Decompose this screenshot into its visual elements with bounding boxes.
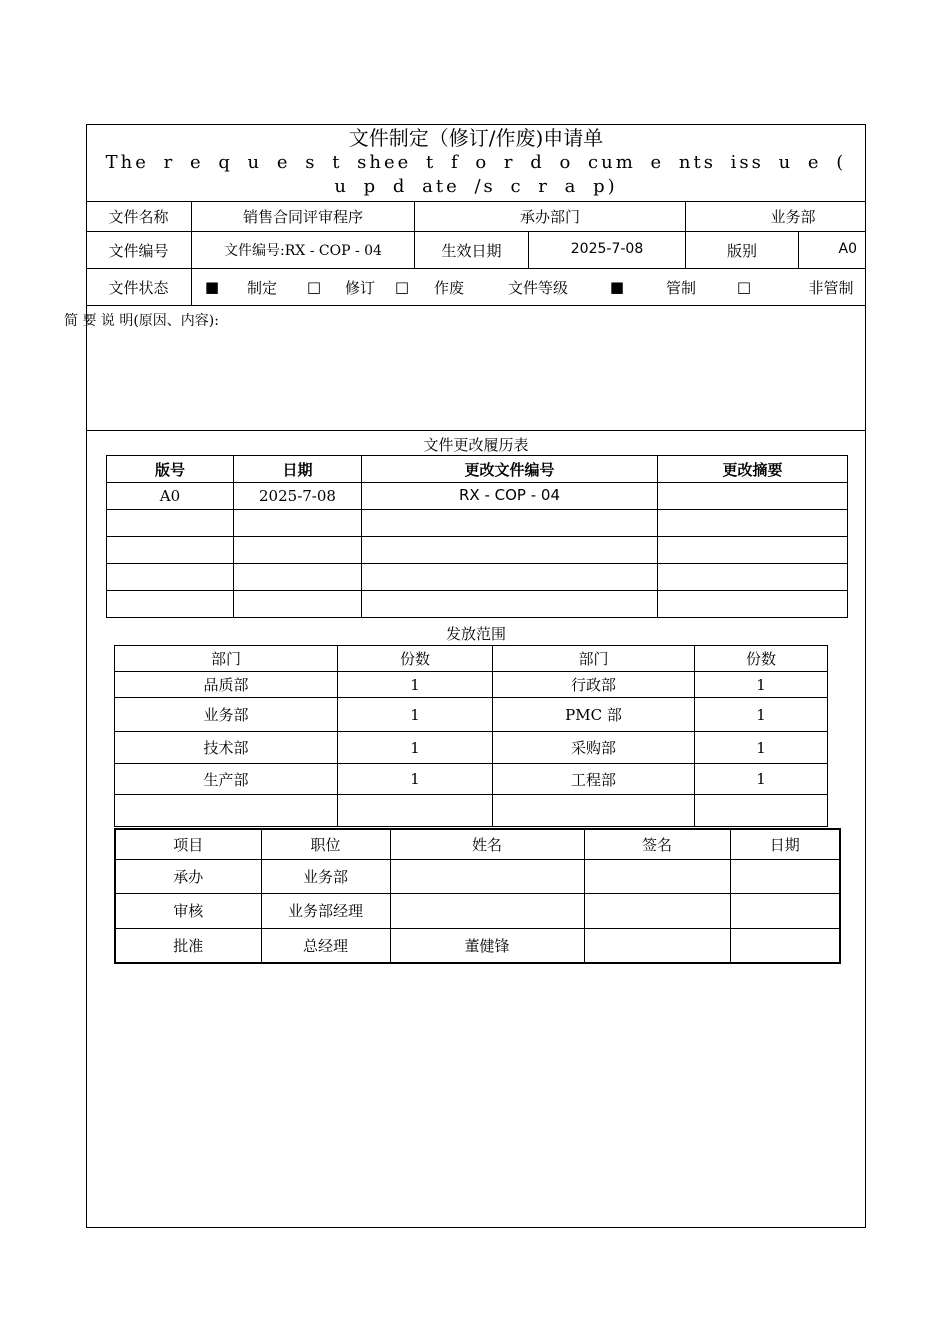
table-cell	[658, 537, 848, 564]
date-field[interactable]	[730, 928, 840, 963]
table-cell: 业务部	[115, 698, 338, 732]
history-table	[106, 455, 848, 618]
table-row	[107, 483, 848, 510]
table-row	[115, 795, 828, 827]
table-cell: 1	[338, 698, 493, 732]
checkbox-revise[interactable]: □	[306, 278, 322, 296]
checkbox-controlled[interactable]: ■	[609, 278, 625, 296]
table-cell	[115, 795, 338, 827]
level-controlled-label: 管制	[665, 278, 696, 297]
table-cell: RX - COP - 04	[362, 483, 658, 510]
table-row	[115, 859, 840, 893]
table-cell: 1	[338, 732, 493, 764]
doc-name-label: 文件名称	[108, 208, 169, 226]
table-cell	[362, 537, 658, 564]
table-row	[107, 564, 848, 591]
level-uncontrolled-label: 非管制	[808, 278, 854, 297]
status-void-label: 作废	[433, 278, 464, 297]
col-header-changed-doc-no: 更改文件编号	[362, 456, 658, 483]
table-cell	[362, 591, 658, 618]
table-row	[115, 732, 828, 764]
date-field[interactable]	[730, 893, 840, 928]
table-cell: 生产部	[115, 764, 338, 795]
table-cell	[234, 564, 362, 591]
table-cell: 1	[338, 672, 493, 698]
table-cell	[234, 510, 362, 537]
table-cell	[695, 795, 828, 827]
distribution-caption: 发放范围	[445, 625, 506, 643]
table-cell	[658, 483, 848, 510]
checkbox-made[interactable]: ■	[204, 278, 220, 296]
table-cell: 技术部	[115, 732, 338, 764]
status-revise-label: 修订	[344, 278, 375, 297]
table-cell: 工程部	[493, 764, 695, 795]
table-row	[115, 764, 828, 795]
table-row	[107, 510, 848, 537]
col-header-change-summary: 更改摘要	[658, 456, 848, 483]
doc-no-label: 文件编号	[108, 241, 169, 260]
status-made-label: 制定	[246, 278, 277, 297]
doc-name-value: 销售合同评审程序	[242, 208, 363, 226]
dept-label: 承办部门	[519, 208, 580, 226]
table-cell	[362, 564, 658, 591]
table-cell: 审核	[115, 893, 261, 928]
table-cell: 采购部	[493, 732, 695, 764]
table-cell: PMC 部	[493, 698, 695, 732]
col-header-copies: 份数	[338, 646, 493, 672]
checkbox-uncontrolled[interactable]: □	[736, 278, 752, 296]
signature-field[interactable]	[584, 893, 730, 928]
table-header-row	[115, 829, 840, 859]
table-cell: 1	[338, 764, 493, 795]
table-cell: 总经理	[261, 928, 390, 963]
status-label: 文件状态	[108, 278, 169, 297]
effective-date-value: 2025-7-08	[570, 241, 644, 257]
summary-label: 简 要 说 明(原因、内容):	[64, 313, 219, 329]
table-cell: 品质部	[115, 672, 338, 698]
version-label: 版别	[726, 241, 757, 260]
signature-field[interactable]	[584, 928, 730, 963]
table-cell: 1	[695, 698, 828, 732]
table-cell	[658, 591, 848, 618]
name-field[interactable]	[390, 859, 584, 893]
table-cell	[107, 564, 234, 591]
signature-field[interactable]	[584, 859, 730, 893]
table-row	[115, 698, 828, 732]
table-row	[115, 672, 828, 698]
level-label: 文件等级	[507, 278, 568, 297]
table-row	[107, 537, 848, 564]
table-cell: 承办	[115, 859, 261, 893]
table-row	[115, 893, 840, 928]
table-cell: 2025-7-08	[234, 483, 362, 510]
name-field[interactable]: 董健锋	[390, 928, 584, 963]
col-header-copies: 份数	[695, 646, 828, 672]
table-cell: 业务部经理	[261, 893, 390, 928]
col-header-version: 版号	[107, 456, 234, 483]
table-cell	[493, 795, 695, 827]
form-title-cn: 文件制定（修订/作废)申请单	[348, 126, 604, 150]
table-cell	[107, 591, 234, 618]
table-cell: 1	[695, 732, 828, 764]
form-title-en: The r e q u e s t shee t f o r d o cum e nts iss u e ( u p d ate /s c r a p)	[105, 152, 847, 197]
table-cell	[107, 510, 234, 537]
table-cell	[234, 591, 362, 618]
table-cell	[362, 510, 658, 537]
effective-date-label: 生效日期	[441, 241, 502, 260]
distribution-table	[114, 645, 828, 827]
name-field[interactable]	[390, 893, 584, 928]
table-cell: 行政部	[493, 672, 695, 698]
table-cell: A0	[107, 483, 234, 510]
col-header-name: 姓名	[390, 829, 584, 859]
approval-table	[114, 828, 841, 964]
doc-no-value: 文件编号:RX - COP - 04	[224, 243, 382, 259]
col-header-department: 部门	[493, 646, 695, 672]
col-header-signature: 签名	[584, 829, 730, 859]
history-caption: 文件更改履历表	[423, 436, 529, 454]
table-cell	[338, 795, 493, 827]
table-header-row	[115, 646, 828, 672]
table-cell: 1	[695, 764, 828, 795]
table-cell: 业务部	[261, 859, 390, 893]
version-value: A0	[838, 241, 857, 257]
table-cell: 1	[695, 672, 828, 698]
col-header-item: 项目	[115, 829, 261, 859]
col-header-date: 日期	[730, 829, 840, 859]
divider	[86, 305, 866, 306]
date-field[interactable]	[730, 859, 840, 893]
col-header-position: 职位	[261, 829, 390, 859]
divider	[86, 430, 866, 431]
table-cell	[107, 537, 234, 564]
checkbox-void[interactable]: □	[394, 278, 410, 296]
table-cell	[658, 510, 848, 537]
table-header-row	[107, 456, 848, 483]
table-cell	[658, 564, 848, 591]
dept-value: 业务部	[770, 208, 816, 226]
table-row	[115, 928, 840, 963]
table-row	[107, 591, 848, 618]
table-cell	[234, 537, 362, 564]
table-cell: 批准	[115, 928, 261, 963]
col-header-department: 部门	[115, 646, 338, 672]
col-header-date: 日期	[234, 456, 362, 483]
